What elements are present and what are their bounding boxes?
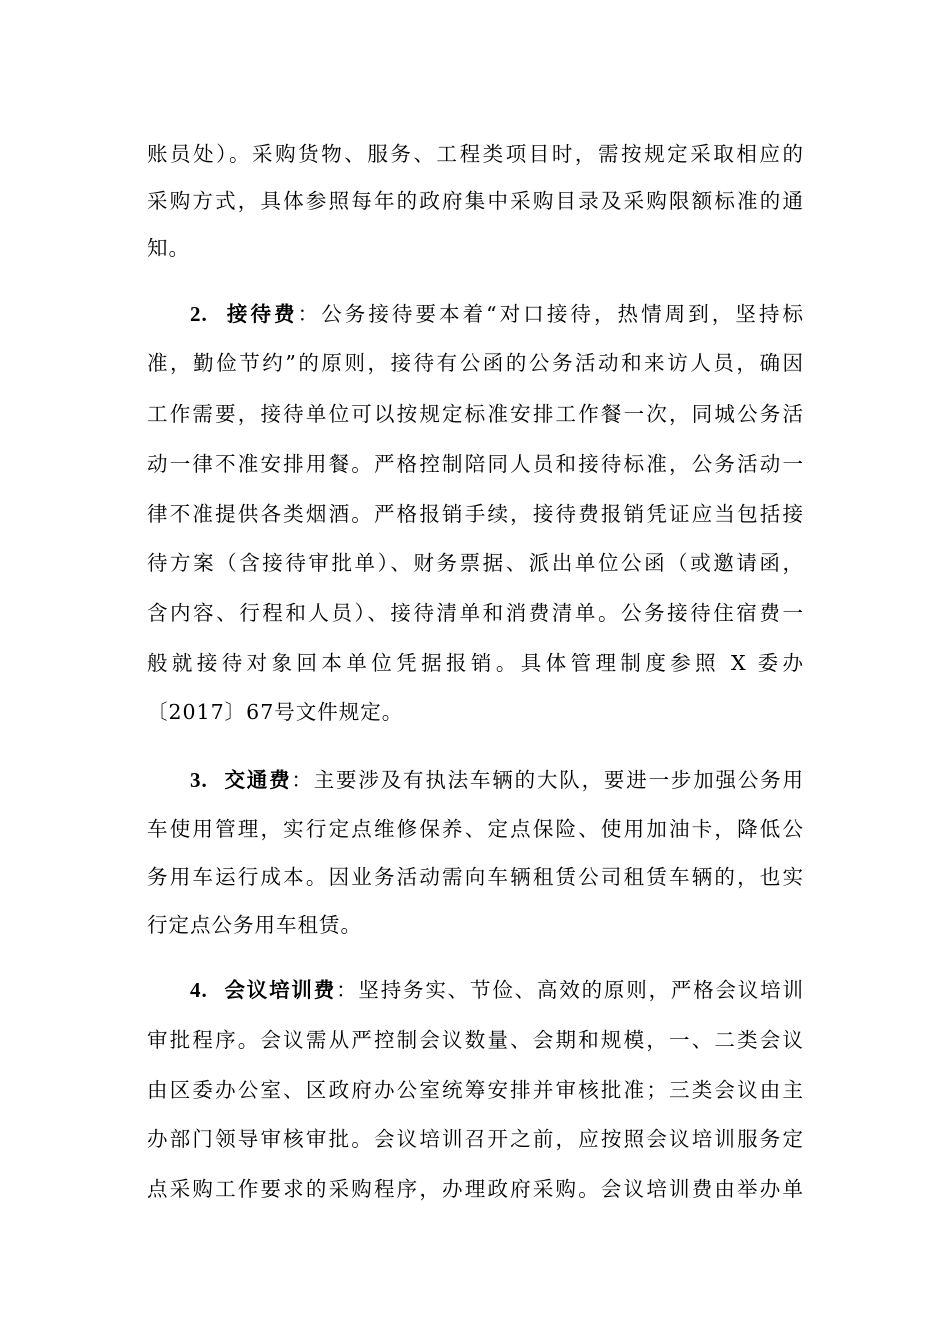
- item-number: 3.: [190, 768, 208, 792]
- text-line: 动一律不准安排用餐。严格控制陪同人员和接待标准，公务活动一: [147, 452, 804, 476]
- item-number: 2.: [190, 302, 208, 326]
- text-line: 般就接待对象回本单位凭据报销。具体管理制度参照 X 委办: [147, 651, 804, 675]
- text-line: 账员处）。采购货物、服务、工程类项目时，需按规定采取相应的: [147, 142, 804, 166]
- text-line: 采购方式，具体参照每年的政府集中采购目录及采购限额标准的通: [147, 189, 804, 213]
- text-line: 审批程序。会议需从严控制会议数量、会期和规模，一、二类会议: [147, 1028, 804, 1052]
- line-text: ：公务接待要本着“对口接待，热情周到，坚持标: [297, 302, 804, 326]
- text-line: [190, 970, 804, 1010]
- text-line: [190, 760, 804, 800]
- text-line: 知。: [147, 236, 190, 260]
- text-line: 行定点公务用车租赁。: [147, 913, 362, 937]
- item-heading: 交通费: [224, 768, 292, 792]
- text-line: 〔2017〕67号文件规定。: [147, 700, 404, 724]
- item-heading: 接待费: [226, 302, 298, 326]
- text-line: 准，勤俭节约”的原则，接待有公函的公务活动和来访人员，确因: [147, 351, 804, 375]
- text-line: 由区委办公室、区政府办公室统筹安排并审核批准；三类会议由主: [147, 1078, 804, 1102]
- text-line: 办部门领导审核审批。会议培训召开之前，应按照会议培训服务定: [147, 1127, 804, 1151]
- text-line: 务用车运行成本。因业务活动需向车辆租赁公司租赁车辆的，也实: [147, 865, 804, 889]
- line-text: ：主要涉及有执法车辆的大队，要进一步加强公务用: [291, 768, 804, 792]
- line-text: ：坚持务实、节俭、高效的原则，严格会议培训: [336, 978, 805, 1002]
- text-line: 含内容、行程和人员）、接待清单和消费清单。公务接待住宿费一: [147, 601, 804, 625]
- text-line: 车使用管理，实行定点维修保养、定点保险、使用加油卡，降低公: [147, 817, 804, 841]
- text-line: 点采购工作要求的采购程序，办理政府采购。会议培训费由举办单: [147, 1177, 804, 1201]
- text-line: [190, 294, 804, 334]
- text-line: 律不准提供各类烟酒。严格报销手续，接待费报销凭证应当包括接: [147, 502, 804, 526]
- item-number: 4.: [190, 978, 208, 1002]
- text-line: 待方案（含接待审批单）、财务票据、派出单位公函（或邀请函，: [147, 551, 804, 575]
- item-heading: 会议培训费: [224, 978, 337, 1002]
- text-line: 工作需要，接待单位可以按规定标准安排工作餐一次，同城公务活: [147, 402, 804, 426]
